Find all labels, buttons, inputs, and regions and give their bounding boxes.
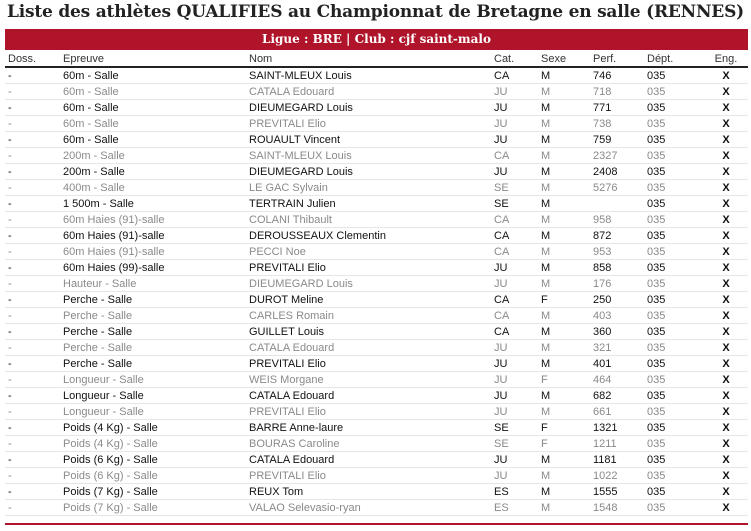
cell-eng: X [701, 324, 748, 340]
cell-nom: CATALA Edouard [246, 452, 491, 468]
cell-perf: 1181 [590, 452, 644, 468]
cell-perf: 176 [590, 276, 644, 292]
cell-sexe: F [538, 372, 590, 388]
cell-eng: X [701, 388, 748, 404]
cell-doss: - [5, 356, 60, 372]
header-sexe: Sexe [538, 51, 590, 67]
cell-cat: CA [491, 148, 538, 164]
cell-dept: 035 [644, 100, 701, 116]
cell-nom: BARRE Anne-laure [246, 420, 491, 436]
table-row [5, 100, 748, 116]
cell-sexe: M [538, 84, 590, 100]
cell-perf: 858 [590, 260, 644, 276]
cell-cat: CA [491, 67, 538, 84]
cell-sexe: M [538, 164, 590, 180]
cell-eng: X [701, 276, 748, 292]
cell-eng: X [701, 196, 748, 212]
cell-cat: ES [491, 484, 538, 500]
cell-perf: 682 [590, 388, 644, 404]
cell-epreuve: 200m - Salle [60, 148, 246, 164]
table-row [5, 180, 748, 196]
cell-perf: 958 [590, 212, 644, 228]
table-row [5, 500, 748, 516]
cell-perf: 1321 [590, 420, 644, 436]
cell-nom: TERTRAIN Julien [246, 196, 491, 212]
cell-sexe: M [538, 148, 590, 164]
cell-dept: 035 [644, 244, 701, 260]
cell-eng: X [701, 340, 748, 356]
cell-epreuve: 60m Haies (91)-salle [60, 212, 246, 228]
cell-doss: - [5, 420, 60, 436]
cell-epreuve: Perche - Salle [60, 308, 246, 324]
cell-nom: PREVITALI Elio [246, 260, 491, 276]
cell-eng: X [701, 212, 748, 228]
cell-perf: 953 [590, 244, 644, 260]
cell-sexe: M [538, 468, 590, 484]
cell-sexe: M [538, 340, 590, 356]
cell-perf [590, 196, 644, 212]
header-cat: Cat. [491, 51, 538, 67]
cell-sexe: M [538, 500, 590, 516]
table-row [5, 404, 748, 420]
cell-dept: 035 [644, 228, 701, 244]
cell-sexe: M [538, 452, 590, 468]
cell-cat: JU [491, 116, 538, 132]
table-row [5, 340, 748, 356]
table-row [5, 196, 748, 212]
table-row [5, 420, 748, 436]
cell-sexe: M [538, 196, 590, 212]
cell-sexe: M [538, 228, 590, 244]
cell-doss: - [5, 308, 60, 324]
cell-perf: 2408 [590, 164, 644, 180]
cell-epreuve: 60m Haies (99)-salle [60, 260, 246, 276]
cell-dept: 035 [644, 180, 701, 196]
cell-eng: X [701, 420, 748, 436]
cell-cat: ES [491, 500, 538, 516]
cell-cat: SE [491, 436, 538, 452]
cell-nom: DIEUMEGARD Louis [246, 276, 491, 292]
cell-doss: - [5, 180, 60, 196]
cell-doss: - [5, 404, 60, 420]
cell-epreuve: Longueur - Salle [60, 372, 246, 388]
cell-nom: DEROUSSEAUX Clementin [246, 228, 491, 244]
cell-dept: 035 [644, 452, 701, 468]
cell-cat: JU [491, 388, 538, 404]
cell-nom: REUX Tom [246, 484, 491, 500]
cell-perf: 1555 [590, 484, 644, 500]
cell-eng: X [701, 84, 748, 100]
table-row [5, 116, 748, 132]
cell-epreuve: Hauteur - Salle [60, 276, 246, 292]
cell-sexe: M [538, 308, 590, 324]
cell-perf: 464 [590, 372, 644, 388]
cell-nom: PREVITALI Elio [246, 116, 491, 132]
cell-cat: JU [491, 276, 538, 292]
cell-eng: X [701, 468, 748, 484]
cell-eng: X [701, 116, 748, 132]
cell-doss: - [5, 292, 60, 308]
table-row [5, 84, 748, 100]
cell-epreuve: 60m - Salle [60, 67, 246, 84]
cell-cat: JU [491, 100, 538, 116]
cell-dept: 035 [644, 388, 701, 404]
cell-cat: CA [491, 292, 538, 308]
table-row [5, 132, 748, 148]
cell-nom: SAINT-MLEUX Louis [246, 67, 491, 84]
cell-doss: - [5, 116, 60, 132]
cell-doss: - [5, 228, 60, 244]
cell-sexe: M [538, 212, 590, 228]
ligue-club-banner [5, 29, 748, 50]
cell-dept: 035 [644, 132, 701, 148]
cell-eng: X [701, 67, 748, 84]
table-row [5, 436, 748, 452]
cell-eng: X [701, 500, 748, 516]
cell-nom: BOURAS Caroline [246, 436, 491, 452]
cell-eng: X [701, 244, 748, 260]
cell-sexe: M [538, 356, 590, 372]
cell-epreuve: Perche - Salle [60, 356, 246, 372]
header-dept: Dépt. [644, 51, 701, 67]
table-row [5, 468, 748, 484]
cell-perf: 718 [590, 84, 644, 100]
cell-nom: DIEUMEGARD Louis [246, 100, 491, 116]
cell-nom: PECCI Noe [246, 244, 491, 260]
table-row [5, 244, 748, 260]
cell-perf: 661 [590, 404, 644, 420]
cell-sexe: M [538, 484, 590, 500]
bottom-divider [5, 523, 748, 525]
cell-doss: - [5, 484, 60, 500]
cell-dept: 035 [644, 436, 701, 452]
cell-dept: 035 [644, 308, 701, 324]
cell-sexe: M [538, 276, 590, 292]
cell-dept: 035 [644, 420, 701, 436]
header-perf: Perf. [590, 51, 644, 67]
cell-eng: X [701, 292, 748, 308]
cell-eng: X [701, 436, 748, 452]
cell-perf: 360 [590, 324, 644, 340]
cell-cat: JU [491, 164, 538, 180]
table-row [5, 372, 748, 388]
cell-cat: JU [491, 372, 538, 388]
cell-doss: - [5, 148, 60, 164]
cell-eng: X [701, 148, 748, 164]
cell-perf: 1022 [590, 468, 644, 484]
cell-epreuve: Perche - Salle [60, 292, 246, 308]
cell-sexe: F [538, 292, 590, 308]
cell-sexe: F [538, 420, 590, 436]
cell-dept: 035 [644, 84, 701, 100]
cell-dept: 035 [644, 164, 701, 180]
cell-epreuve: 60m - Salle [60, 116, 246, 132]
cell-nom: CARLES Romain [246, 308, 491, 324]
cell-nom: LE GAC Sylvain [246, 180, 491, 196]
cell-doss: - [5, 164, 60, 180]
cell-sexe: M [538, 388, 590, 404]
cell-dept: 035 [644, 212, 701, 228]
cell-cat: SE [491, 196, 538, 212]
cell-epreuve: Longueur - Salle [60, 388, 246, 404]
cell-sexe: M [538, 67, 590, 84]
table-row [5, 388, 748, 404]
cell-eng: X [701, 356, 748, 372]
cell-doss: - [5, 84, 60, 100]
cell-doss: - [5, 67, 60, 84]
cell-perf: 746 [590, 67, 644, 84]
cell-perf: 1548 [590, 500, 644, 516]
table-row [5, 308, 748, 324]
header-doss: Doss. [5, 51, 60, 67]
header-nom: Nom [246, 51, 491, 67]
cell-perf: 321 [590, 340, 644, 356]
cell-dept: 035 [644, 196, 701, 212]
cell-dept: 035 [644, 67, 701, 84]
cell-cat: JU [491, 84, 538, 100]
cell-nom: CATALA Edouard [246, 84, 491, 100]
cell-epreuve: Longueur - Salle [60, 404, 246, 420]
table-row [5, 276, 748, 292]
table-row [5, 148, 748, 164]
cell-nom: DIEUMEGARD Louis [246, 164, 491, 180]
cell-cat: JU [491, 132, 538, 148]
cell-perf: 759 [590, 132, 644, 148]
cell-sexe: M [538, 244, 590, 260]
cell-epreuve: 60m - Salle [60, 84, 246, 100]
cell-doss: - [5, 260, 60, 276]
cell-nom: GUILLET Louis [246, 324, 491, 340]
cell-doss: - [5, 500, 60, 516]
cell-eng: X [701, 260, 748, 276]
cell-epreuve: 200m - Salle [60, 164, 246, 180]
table-row [5, 260, 748, 276]
cell-doss: - [5, 212, 60, 228]
table-row [5, 164, 748, 180]
cell-cat: JU [491, 260, 538, 276]
cell-dept: 035 [644, 340, 701, 356]
cell-dept: 035 [644, 260, 701, 276]
cell-sexe: F [538, 436, 590, 452]
cell-sexe: M [538, 116, 590, 132]
cell-nom: PREVITALI Elio [246, 468, 491, 484]
cell-eng: X [701, 180, 748, 196]
cell-cat: CA [491, 244, 538, 260]
ligue-label: Ligue : BRE [262, 32, 342, 46]
cell-dept: 035 [644, 484, 701, 500]
cell-sexe: M [538, 404, 590, 420]
table-row [5, 292, 748, 308]
table-row [5, 228, 748, 244]
cell-epreuve: Perche - Salle [60, 324, 246, 340]
cell-nom: ROUAULT Vincent [246, 132, 491, 148]
cell-perf: 250 [590, 292, 644, 308]
cell-cat: SE [491, 420, 538, 436]
cell-eng: X [701, 100, 748, 116]
cell-eng: X [701, 308, 748, 324]
cell-nom: WEIS Morgane [246, 372, 491, 388]
cell-cat: JU [491, 468, 538, 484]
cell-nom: SAINT-MLEUX Louis [246, 148, 491, 164]
cell-epreuve: 60m Haies (91)-salle [60, 228, 246, 244]
cell-epreuve: Poids (7 Kg) - Salle [60, 500, 246, 516]
table-row [5, 212, 748, 228]
cell-doss: - [5, 244, 60, 260]
cell-eng: X [701, 484, 748, 500]
cell-eng: X [701, 164, 748, 180]
table-header-row [5, 51, 748, 67]
cell-nom: CATALA Edouard [246, 340, 491, 356]
cell-epreuve: 400m - Salle [60, 180, 246, 196]
cell-nom: VALAO Selevasio-ryan [246, 500, 491, 516]
qualified-athletes-table [5, 51, 748, 516]
cell-doss: - [5, 324, 60, 340]
cell-dept: 035 [644, 276, 701, 292]
table-row [5, 356, 748, 372]
club-label: Club : cjf saint-malo [354, 32, 491, 46]
cell-dept: 035 [644, 292, 701, 308]
header-epreuve: Epreuve [60, 51, 246, 67]
cell-eng: X [701, 228, 748, 244]
table-row [5, 67, 748, 84]
cell-eng: X [701, 372, 748, 388]
cell-cat: CA [491, 324, 538, 340]
table-row [5, 452, 748, 468]
cell-perf: 1211 [590, 436, 644, 452]
cell-epreuve: Poids (7 Kg) - Salle [60, 484, 246, 500]
cell-eng: X [701, 452, 748, 468]
cell-epreuve: 60m Haies (91)-salle [60, 244, 246, 260]
cell-dept: 035 [644, 404, 701, 420]
cell-dept: 035 [644, 500, 701, 516]
cell-dept: 035 [644, 324, 701, 340]
cell-perf: 872 [590, 228, 644, 244]
cell-epreuve: 1 500m - Salle [60, 196, 246, 212]
cell-cat: JU [491, 340, 538, 356]
cell-cat: JU [491, 404, 538, 420]
cell-epreuve: Poids (4 Kg) - Salle [60, 420, 246, 436]
cell-doss: - [5, 452, 60, 468]
cell-epreuve: 60m - Salle [60, 100, 246, 116]
cell-perf: 2327 [590, 148, 644, 164]
cell-perf: 738 [590, 116, 644, 132]
cell-dept: 035 [644, 372, 701, 388]
cell-doss: - [5, 468, 60, 484]
cell-nom: COLANI Thibault [246, 212, 491, 228]
cell-epreuve: Poids (4 Kg) - Salle [60, 436, 246, 452]
cell-dept: 035 [644, 148, 701, 164]
cell-perf: 403 [590, 308, 644, 324]
cell-epreuve: Poids (6 Kg) - Salle [60, 452, 246, 468]
cell-sexe: M [538, 100, 590, 116]
table-row [5, 324, 748, 340]
cell-doss: - [5, 132, 60, 148]
cell-nom: PREVITALI Elio [246, 356, 491, 372]
cell-doss: - [5, 276, 60, 292]
cell-sexe: M [538, 324, 590, 340]
cell-doss: - [5, 436, 60, 452]
cell-sexe: M [538, 132, 590, 148]
cell-dept: 035 [644, 468, 701, 484]
cell-doss: - [5, 196, 60, 212]
cell-doss: - [5, 100, 60, 116]
cell-cat: CA [491, 212, 538, 228]
banner-separator: | [341, 32, 355, 46]
cell-eng: X [701, 132, 748, 148]
cell-sexe: M [538, 180, 590, 196]
cell-cat: SE [491, 180, 538, 196]
cell-epreuve: Perche - Salle [60, 340, 246, 356]
cell-cat: CA [491, 228, 538, 244]
header-eng: Eng. [701, 51, 748, 67]
cell-nom: DUROT Meline [246, 292, 491, 308]
cell-doss: - [5, 340, 60, 356]
cell-epreuve: 60m - Salle [60, 132, 246, 148]
cell-doss: - [5, 372, 60, 388]
table-row [5, 484, 748, 500]
cell-nom: CATALA Edouard [246, 388, 491, 404]
cell-epreuve: Poids (6 Kg) - Salle [60, 468, 246, 484]
cell-perf: 771 [590, 100, 644, 116]
cell-cat: JU [491, 356, 538, 372]
cell-perf: 401 [590, 356, 644, 372]
cell-dept: 035 [644, 356, 701, 372]
cell-nom: PREVITALI Elio [246, 404, 491, 420]
cell-eng: X [701, 404, 748, 420]
cell-cat: JU [491, 452, 538, 468]
cell-perf: 5276 [590, 180, 644, 196]
cell-cat: CA [491, 308, 538, 324]
page-title: Liste des athlètes QUALIFIES au Championnat de Bretagne en salle (RENNES) [6, 2, 744, 22]
cell-sexe: M [538, 260, 590, 276]
cell-doss: - [5, 388, 60, 404]
cell-dept: 035 [644, 116, 701, 132]
